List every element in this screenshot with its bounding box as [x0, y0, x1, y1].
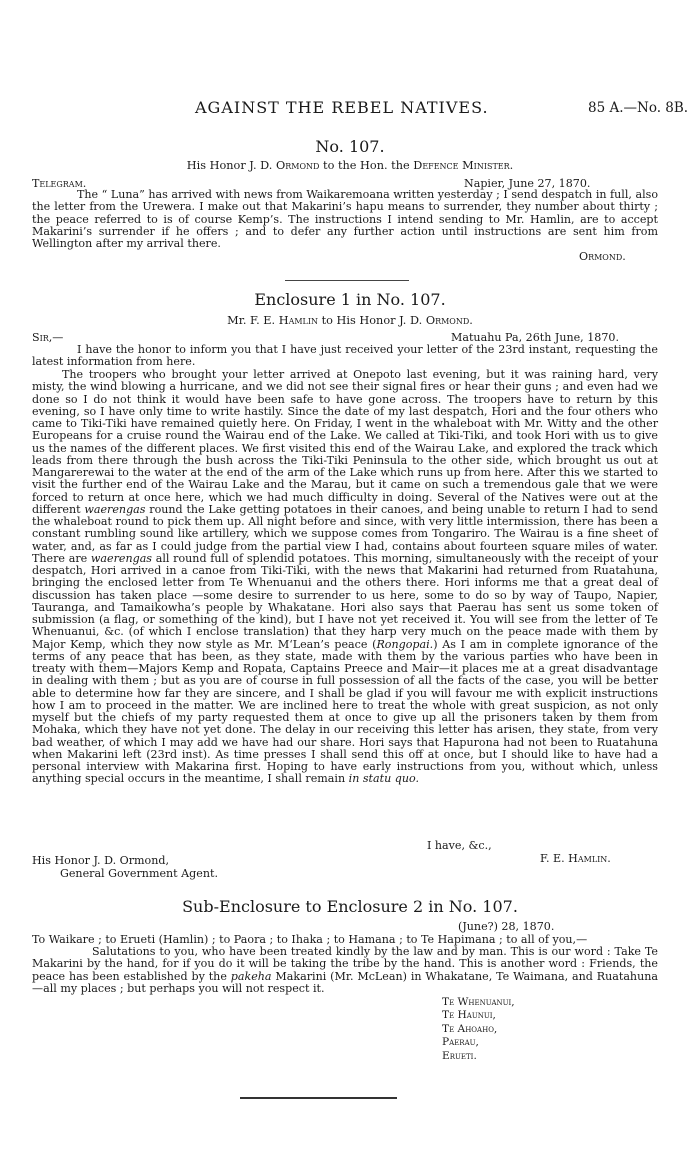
address-line: To Waikare ; to Erueti (Hamlin) ; to Paora ; to Ihaka ; to Hamana ; to Te Hapimana ; to all of you,—: [32, 933, 588, 946]
signatory: Te Ahoaho,: [442, 1022, 498, 1035]
letter-paragraph-1: I have the honor to inform you that I have just received your letter of the 23rd instant, requesting the latest information from here.: [32, 343, 658, 369]
letter-paragraph-2: The troopers who brought your letter arrived at Onepoto last evening, but it was raining hard, very misty, the wind blowing a hurricane, and we did not see their signal fires or hear their guns ; and even had we done so I do not think it would have been safe to have gone across. The troopers have to return by this evening, so I have only time to write hastily. Since the date of my last despatch, Hori and the four others who came to Tiki-Tiki have remained quietly here. On Friday, I went in the whaleboat with Mr. Witty and the other Europeans for a cruise round the Wairau end of the Lake. We called at Tiki-Tiki, and took Hori with us to give us the names of the different places. We first visited this end of the Wairau Lake, and explored the track which leads from there through the bush across the Tiki-Tiki Peninsula to the other side, which brought us out at Mangarerewai to the water at the end of the arm of the Lake which runs up from here. After this we started to visit the further end of the Wairau Lake and the Marau, but it came on such a tremendous gale that we were forced to return at once here, which we had much difficulty in doing. Several of the Natives were out at the different waerengas round the Lake getting potatoes in their canoes, and being unable to return I had to send the whaleboat round to pick them up. All night before and since, with very little intermission, there has been a constant rumbling sound like artillery, which we suppose comes from Tongariro. The Wairau is a fine sheet of water, and, as far as I could judge from the partial view I had, contains about fourteen square miles of water. There are waerengas all round full of splendid potatoes. This morning, simultaneously with the receipt of your despatch, Hori arrived in a canoe from Tiki-Tiki, with the news that Makarini had returned from Ruatahuna, bringing the enclosed letter from Te Whenuanui and the others there. Hori informs me that a great deal of discussion has taken place —some desire to surrender to us here, some to do so by way of Taupo, Napier, Tauranga, and Tamaikowha’s people by Whakatane. Hori also says that Paerau has sent us some token of submission (a flag, or something of the kind), but I have not yet received it. You will see from the letter of Te Whenuanui, &c. (of which I enclose translation) that they harp very much on the peace made with them by Major Kemp, which they now style as Mr. M‘Lean’s peace (Rongopai.) As I am in complete ignorance of the terms of any peace that has been, as they state, made with them by the various parties who have been in treaty with them—Majors Kemp and Ropata, Captains Preece and Mair—it places me at a great disadvantage in dealing with them ; but as you are of course in full possession of all the facts of the case, you will be better able to determine how far they are sincere, and I shall be glad if you will favour me with explicit instructions how I am to proceed in the matter. We are inclined here to treat the whole with great suspicion, as not only myself but the chiefs of my party requested them at once to give up all the prisoners taken by them from Mohaka, which they have not yet done. The delay in our receiving this letter has arisen, they state, from very bad weather, of which I may add we have had our share. Hori says that Hapurona had not been to Ruatahuna when Makarini left (23rd inst). As time presses I shall send this off at once, but I should like to have had a personal interview with Makarina first. Hoping to have early instructions from you, without which, unless anything special occurs in the meantime, I shall remain in statu quo.: [32, 368, 659, 786]
signature: Ormond.: [579, 250, 626, 263]
signatory: Paerau,: [442, 1036, 479, 1049]
running-title: AGAINST THE REBEL NATIVES.: [195, 98, 489, 117]
closing: I have, &c.,: [427, 839, 492, 852]
sender-name: Ormond: [275, 159, 320, 172]
document-number-heading: No. 107.: [315, 137, 385, 156]
signatories-list: [442, 996, 515, 1063]
sender-name: Hamlin: [278, 314, 319, 327]
addressee-line-2: General Government Agent.: [60, 867, 218, 880]
place-date: Matuahu Pa, 26th June, 1870.: [451, 331, 619, 344]
signatory: Te Haunui,: [442, 1009, 496, 1022]
document-from-to: His Honor J. D. Ormond to the Hon. the Defence Minister.: [186, 159, 514, 172]
place-date: Napier, June 27, 1870.: [464, 177, 591, 190]
running-header: [0, 98, 700, 118]
end-rule: [240, 1097, 397, 1099]
enclosure-heading: Enclosure 1 in No. 107.: [254, 290, 446, 309]
recipient-name: Ormond.: [425, 314, 473, 327]
recipient-name: Defence Minister.: [413, 159, 514, 172]
section-divider: [285, 280, 409, 281]
signatory: Erueti.: [442, 1049, 477, 1062]
telegram-body: The “ Luna” has arrived with news from Waikaremoana written yesterday ; I send despatch in full, also the letter from the Urewera. I make out that Makarini’s hapu means to surrender, they number about thirty ; the peace referred to is of course Kemp’s. The instructions I intend sending to Mr. Hamlin, are to accept Makarini’s surrender if he offers ; and to defer any further action until instructions are sent him from Wellington after my arrival there.: [32, 188, 658, 250]
addressee-line-1: His Honor J. D. Ormond,: [32, 854, 170, 867]
telegram-label: Telegram.: [32, 177, 87, 190]
enclosure-from-to: Mr. F. E. Hamlin to His Honor J. D. Ormond.: [227, 314, 473, 327]
salutation: Sir,—: [32, 331, 64, 344]
subenclosure-body: Salutations to you, who have been treated kindly by the law and by man. This is our word : Take Te Makarini by the hand, for if you do it will be taking the tribe by the hand. This is another word : Friends, the peace has been established by the pakeha Makarini (Mr. McLean) in Whakatane, Te Waimana, and Ruatahuna—all my places ; but perhaps you will not respect it.: [32, 945, 658, 995]
signature: F. E. Hamlin.: [540, 852, 611, 865]
subenclosure-heading: Sub-Enclosure to Enclosure 2 in No. 107.: [182, 897, 518, 916]
signatory: Te Whenuanui,: [442, 996, 515, 1008]
subenclosure-date: (June?) 28, 1870.: [458, 920, 555, 933]
page-reference: 85 A.—No. 8B.: [588, 100, 689, 116]
